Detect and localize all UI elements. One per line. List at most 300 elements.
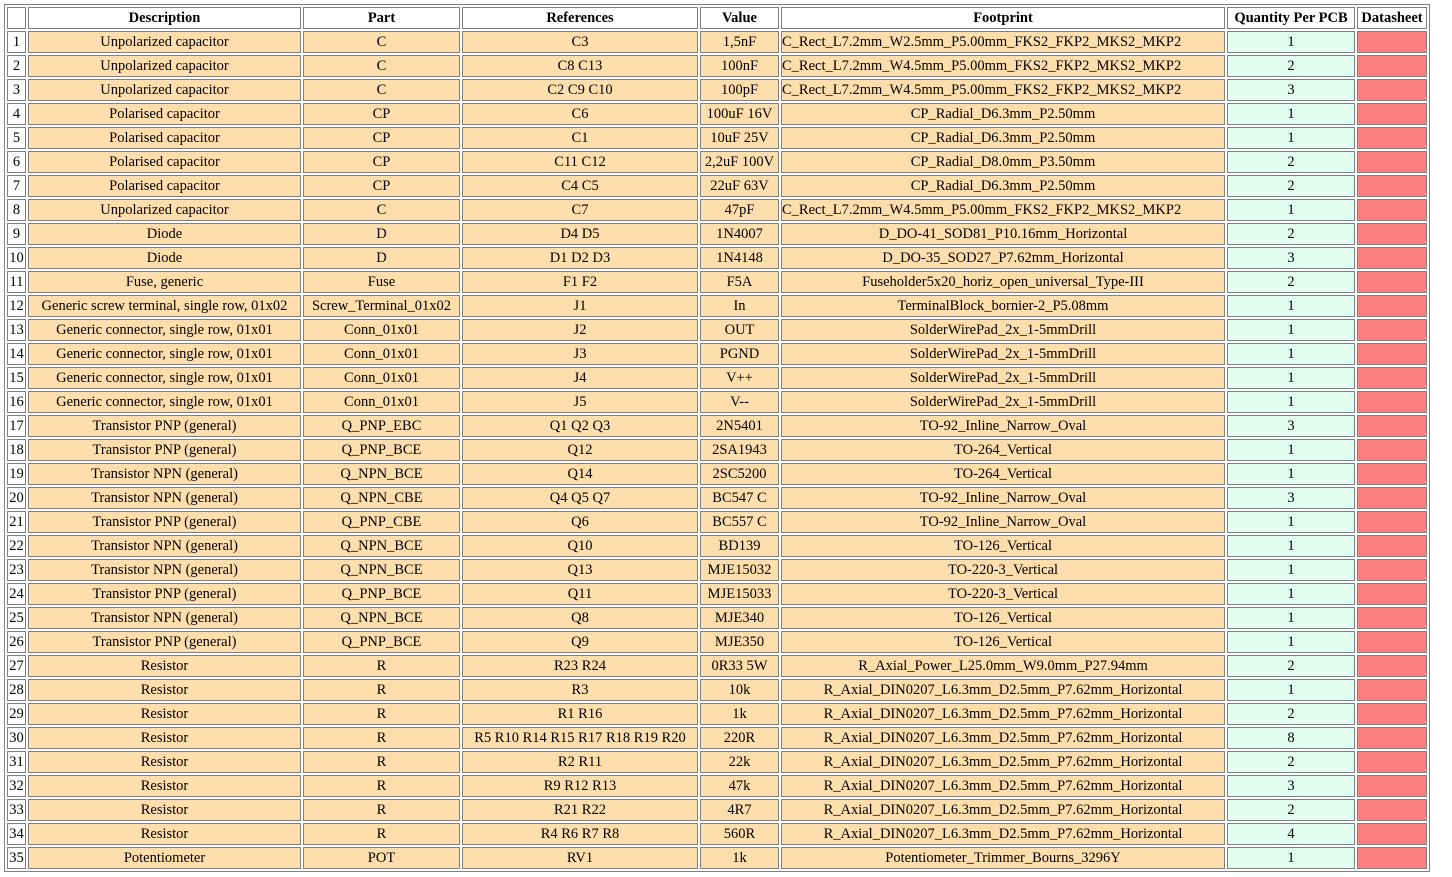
row-index-cell: 26: [7, 631, 26, 653]
table-row: [7, 703, 1427, 725]
description-cell: Transistor PNP (general): [28, 415, 301, 437]
row-index-cell: 24: [7, 583, 26, 605]
references-cell: C7: [462, 199, 698, 221]
references-cell: C6: [462, 103, 698, 125]
part-cell: R: [303, 703, 460, 725]
table-row: [7, 583, 1427, 605]
header-references[interactable]: References: [462, 7, 698, 29]
value-cell: PGND: [700, 343, 779, 365]
datasheet-cell[interactable]: [1357, 31, 1427, 53]
row-index-cell: 12: [7, 295, 26, 317]
table-row: [7, 751, 1427, 773]
row-index-cell: 2: [7, 55, 26, 77]
datasheet-cell[interactable]: [1357, 775, 1427, 797]
row-index-cell: 1: [7, 31, 26, 53]
datasheet-cell[interactable]: [1357, 391, 1427, 413]
table-row: [7, 223, 1427, 245]
value-cell: MJE15033: [700, 583, 779, 605]
part-cell: Conn_01x01: [303, 391, 460, 413]
table-row: [7, 79, 1427, 101]
datasheet-cell[interactable]: [1357, 559, 1427, 581]
table-row: [7, 55, 1427, 77]
value-cell: 2,2uF 100V: [700, 151, 779, 173]
part-cell: R: [303, 679, 460, 701]
datasheet-cell[interactable]: [1357, 607, 1427, 629]
references-cell: Q6: [462, 511, 698, 533]
row-index-cell: 22: [7, 535, 26, 557]
datasheet-cell[interactable]: [1357, 535, 1427, 557]
references-cell: R1 R16: [462, 703, 698, 725]
footprint-cell: CP_Radial_D8.0mm_P3.50mm: [781, 151, 1225, 173]
datasheet-cell[interactable]: [1357, 223, 1427, 245]
quantity-cell: 1: [1227, 199, 1355, 221]
row-index-cell: 27: [7, 655, 26, 677]
references-cell: R21 R22: [462, 799, 698, 821]
description-cell: Resistor: [28, 823, 301, 845]
quantity-cell: 1: [1227, 583, 1355, 605]
footprint-cell: C_Rect_L7.2mm_W4.5mm_P5.00mm_FKS2_FKP2_MKS2_MKP2: [781, 199, 1225, 221]
datasheet-cell[interactable]: [1357, 703, 1427, 725]
footprint-cell: TO-220-3_Vertical: [781, 583, 1225, 605]
description-cell: Resistor: [28, 655, 301, 677]
part-cell: Fuse: [303, 271, 460, 293]
row-index-cell: 6: [7, 151, 26, 173]
datasheet-cell[interactable]: [1357, 487, 1427, 509]
footprint-cell: TerminalBlock_bornier-2_P5.08mm: [781, 295, 1225, 317]
header-quantity[interactable]: Quantity Per PCB: [1227, 7, 1355, 29]
footprint-cell: D_DO-41_SOD81_P10.16mm_Horizontal: [781, 223, 1225, 245]
value-cell: 1k: [700, 703, 779, 725]
quantity-cell: 2: [1227, 799, 1355, 821]
table-row: [7, 415, 1427, 437]
quantity-cell: 2: [1227, 151, 1355, 173]
footprint-cell: SolderWirePad_2x_1-5mmDrill: [781, 319, 1225, 341]
table-row: [7, 151, 1427, 173]
part-cell: Q_NPN_BCE: [303, 463, 460, 485]
datasheet-cell[interactable]: [1357, 55, 1427, 77]
footprint-cell: D_DO-35_SOD27_P7.62mm_Horizontal: [781, 247, 1225, 269]
table-row: [7, 799, 1427, 821]
value-cell: V--: [700, 391, 779, 413]
footprint-cell: Fuseholder5x20_horiz_open_universal_Type-III: [781, 271, 1225, 293]
datasheet-cell[interactable]: [1357, 583, 1427, 605]
header-part[interactable]: Part: [303, 7, 460, 29]
footprint-cell: TO-92_Inline_Narrow_Oval: [781, 511, 1225, 533]
footprint-cell: R_Axial_DIN0207_L6.3mm_D2.5mm_P7.62mm_Horizontal: [781, 679, 1225, 701]
references-cell: Q13: [462, 559, 698, 581]
quantity-cell: 1: [1227, 343, 1355, 365]
table-row: [7, 607, 1427, 629]
table-row: [7, 655, 1427, 677]
table-row: [7, 367, 1427, 389]
value-cell: BD139: [700, 535, 779, 557]
part-cell: D: [303, 223, 460, 245]
value-cell: 10uF 25V: [700, 127, 779, 149]
value-cell: 4R7: [700, 799, 779, 821]
row-index-cell: 19: [7, 463, 26, 485]
description-cell: Generic screw terminal, single row, 01x02: [28, 295, 301, 317]
part-cell: R: [303, 775, 460, 797]
references-cell: C11 C12: [462, 151, 698, 173]
row-index-cell: 4: [7, 103, 26, 125]
description-cell: Resistor: [28, 799, 301, 821]
datasheet-cell[interactable]: [1357, 415, 1427, 437]
value-cell: 47pF: [700, 199, 779, 221]
table-row: [7, 391, 1427, 413]
quantity-cell: 1: [1227, 511, 1355, 533]
row-index-cell: 7: [7, 175, 26, 197]
quantity-cell: 8: [1227, 727, 1355, 749]
quantity-cell: 1: [1227, 295, 1355, 317]
table-row: [7, 823, 1427, 845]
row-index-cell: 18: [7, 439, 26, 461]
datasheet-cell[interactable]: [1357, 823, 1427, 845]
row-index-cell: 15: [7, 367, 26, 389]
quantity-cell: 2: [1227, 223, 1355, 245]
table-row: [7, 343, 1427, 365]
footprint-cell: TO-264_Vertical: [781, 463, 1225, 485]
header-value[interactable]: Value: [700, 7, 779, 29]
part-cell: POT: [303, 847, 460, 869]
quantity-cell: 1: [1227, 847, 1355, 869]
datasheet-cell[interactable]: [1357, 847, 1427, 869]
footprint-cell: TO-92_Inline_Narrow_Oval: [781, 487, 1225, 509]
description-cell: Unpolarized capacitor: [28, 79, 301, 101]
datasheet-cell[interactable]: [1357, 751, 1427, 773]
footprint-cell: C_Rect_L7.2mm_W2.5mm_P5.00mm_FKS2_FKP2_MKS2_MKP2: [781, 31, 1225, 53]
description-cell: Generic connector, single row, 01x01: [28, 343, 301, 365]
datasheet-cell[interactable]: [1357, 463, 1427, 485]
table-row: [7, 175, 1427, 197]
datasheet-cell[interactable]: [1357, 103, 1427, 125]
part-cell: CP: [303, 103, 460, 125]
part-cell: Q_NPN_BCE: [303, 559, 460, 581]
part-cell: C: [303, 199, 460, 221]
datasheet-cell[interactable]: [1357, 799, 1427, 821]
table-row: [7, 103, 1427, 125]
part-cell: R: [303, 727, 460, 749]
references-cell: J1: [462, 295, 698, 317]
references-cell: C2 C9 C10: [462, 79, 698, 101]
footprint-cell: SolderWirePad_2x_1-5mmDrill: [781, 343, 1225, 365]
row-index-cell: 8: [7, 199, 26, 221]
part-cell: Q_NPN_BCE: [303, 607, 460, 629]
row-index-cell: 9: [7, 223, 26, 245]
datasheet-cell[interactable]: [1357, 175, 1427, 197]
description-cell: Generic connector, single row, 01x01: [28, 367, 301, 389]
row-index-cell: 11: [7, 271, 26, 293]
description-cell: Polarised capacitor: [28, 151, 301, 173]
table-row: [7, 559, 1427, 581]
quantity-cell: 1: [1227, 439, 1355, 461]
row-index-cell: 5: [7, 127, 26, 149]
table-row: [7, 679, 1427, 701]
part-cell: CP: [303, 151, 460, 173]
datasheet-cell[interactable]: [1357, 631, 1427, 653]
header-datasheet[interactable]: Datasheet: [1357, 7, 1427, 29]
part-cell: C: [303, 55, 460, 77]
header-row: [7, 7, 1427, 29]
quantity-cell: 1: [1227, 367, 1355, 389]
part-cell: Q_PNP_BCE: [303, 439, 460, 461]
value-cell: 10k: [700, 679, 779, 701]
value-cell: BC547 C: [700, 487, 779, 509]
description-cell: Diode: [28, 247, 301, 269]
datasheet-cell[interactable]: [1357, 343, 1427, 365]
footprint-cell: R_Axial_DIN0207_L6.3mm_D2.5mm_P7.62mm_Horizontal: [781, 751, 1225, 773]
datasheet-cell[interactable]: [1357, 199, 1427, 221]
table-row: [7, 247, 1427, 269]
quantity-cell: 4: [1227, 823, 1355, 845]
value-cell: 1N4007: [700, 223, 779, 245]
footprint-cell: C_Rect_L7.2mm_W4.5mm_P5.00mm_FKS2_FKP2_MKS2_MKP2: [781, 79, 1225, 101]
value-cell: MJE340: [700, 607, 779, 629]
table-row: [7, 271, 1427, 293]
footprint-cell: CP_Radial_D6.3mm_P2.50mm: [781, 127, 1225, 149]
datasheet-cell[interactable]: [1357, 151, 1427, 173]
datasheet-cell[interactable]: [1357, 319, 1427, 341]
table-row: [7, 127, 1427, 149]
datasheet-cell[interactable]: [1357, 727, 1427, 749]
part-cell: CP: [303, 127, 460, 149]
description-cell: Polarised capacitor: [28, 127, 301, 149]
references-cell: J4: [462, 367, 698, 389]
part-cell: Conn_01x01: [303, 343, 460, 365]
description-cell: Transistor NPN (general): [28, 535, 301, 557]
datasheet-cell[interactable]: [1357, 295, 1427, 317]
row-index-cell: 31: [7, 751, 26, 773]
part-cell: Q_PNP_CBE: [303, 511, 460, 533]
footprint-cell: TO-126_Vertical: [781, 535, 1225, 557]
footprint-cell: C_Rect_L7.2mm_W4.5mm_P5.00mm_FKS2_FKP2_MKS2_MKP2: [781, 55, 1225, 77]
references-cell: Q8: [462, 607, 698, 629]
value-cell: OUT: [700, 319, 779, 341]
references-cell: Q4 Q5 Q7: [462, 487, 698, 509]
references-cell: Q9: [462, 631, 698, 653]
row-index-cell: 32: [7, 775, 26, 797]
row-index-cell: 33: [7, 799, 26, 821]
value-cell: 1,5nF: [700, 31, 779, 53]
part-cell: R: [303, 655, 460, 677]
description-cell: Generic connector, single row, 01x01: [28, 391, 301, 413]
references-cell: Q12: [462, 439, 698, 461]
quantity-cell: 3: [1227, 775, 1355, 797]
datasheet-cell[interactable]: [1357, 271, 1427, 293]
table-row: [7, 511, 1427, 533]
references-cell: Q11: [462, 583, 698, 605]
quantity-cell: 2: [1227, 751, 1355, 773]
value-cell: 22k: [700, 751, 779, 773]
references-cell: R2 R11: [462, 751, 698, 773]
footprint-cell: TO-264_Vertical: [781, 439, 1225, 461]
value-cell: 2SA1943: [700, 439, 779, 461]
quantity-cell: 2: [1227, 703, 1355, 725]
references-cell: RV1: [462, 847, 698, 869]
references-cell: Q1 Q2 Q3: [462, 415, 698, 437]
footprint-cell: SolderWirePad_2x_1-5mmDrill: [781, 391, 1225, 413]
part-cell: CP: [303, 175, 460, 197]
references-cell: C1: [462, 127, 698, 149]
description-cell: Unpolarized capacitor: [28, 199, 301, 221]
value-cell: BC557 C: [700, 511, 779, 533]
part-cell: Q_PNP_BCE: [303, 631, 460, 653]
footprint-cell: CP_Radial_D6.3mm_P2.50mm: [781, 103, 1225, 125]
references-cell: D1 D2 D3: [462, 247, 698, 269]
references-cell: Q14: [462, 463, 698, 485]
datasheet-cell[interactable]: [1357, 127, 1427, 149]
row-index-cell: 23: [7, 559, 26, 581]
quantity-cell: 1: [1227, 127, 1355, 149]
part-cell: Conn_01x01: [303, 367, 460, 389]
footprint-cell: CP_Radial_D6.3mm_P2.50mm: [781, 175, 1225, 197]
row-index-cell: 10: [7, 247, 26, 269]
references-cell: D4 D5: [462, 223, 698, 245]
value-cell: 2SC5200: [700, 463, 779, 485]
footprint-cell: R_Axial_DIN0207_L6.3mm_D2.5mm_P7.62mm_Horizontal: [781, 703, 1225, 725]
row-index-cell: 13: [7, 319, 26, 341]
references-cell: C3: [462, 31, 698, 53]
table-row: [7, 775, 1427, 797]
row-index-cell: 14: [7, 343, 26, 365]
table-row: [7, 727, 1427, 749]
value-cell: V++: [700, 367, 779, 389]
footprint-cell: TO-220-3_Vertical: [781, 559, 1225, 581]
datasheet-cell[interactable]: [1357, 367, 1427, 389]
description-cell: Resistor: [28, 679, 301, 701]
description-cell: Diode: [28, 223, 301, 245]
table-row: [7, 487, 1427, 509]
value-cell: 47k: [700, 775, 779, 797]
part-cell: Conn_01x01: [303, 319, 460, 341]
references-cell: Q10: [462, 535, 698, 557]
description-cell: Transistor PNP (general): [28, 439, 301, 461]
description-cell: Resistor: [28, 703, 301, 725]
footprint-cell: TO-126_Vertical: [781, 607, 1225, 629]
part-cell: Q_NPN_CBE: [303, 487, 460, 509]
bom-table: [4, 4, 1430, 872]
references-cell: R3: [462, 679, 698, 701]
references-cell: R4 R6 R7 R8: [462, 823, 698, 845]
table-row: [7, 199, 1427, 221]
value-cell: In: [700, 295, 779, 317]
part-cell: Q_PNP_BCE: [303, 583, 460, 605]
quantity-cell: 1: [1227, 679, 1355, 701]
quantity-cell: 3: [1227, 487, 1355, 509]
quantity-cell: 1: [1227, 391, 1355, 413]
datasheet-cell[interactable]: [1357, 655, 1427, 677]
row-index-cell: 35: [7, 847, 26, 869]
footprint-cell: R_Axial_DIN0207_L6.3mm_D2.5mm_P7.62mm_Horizontal: [781, 727, 1225, 749]
row-index-cell: 28: [7, 679, 26, 701]
part-cell: R: [303, 751, 460, 773]
row-index-cell: 34: [7, 823, 26, 845]
value-cell: 1N4148: [700, 247, 779, 269]
quantity-cell: 2: [1227, 175, 1355, 197]
quantity-cell: 1: [1227, 463, 1355, 485]
value-cell: MJE15032: [700, 559, 779, 581]
references-cell: R9 R12 R13: [462, 775, 698, 797]
description-cell: Transistor NPN (general): [28, 487, 301, 509]
row-index-cell: 3: [7, 79, 26, 101]
quantity-cell: 3: [1227, 79, 1355, 101]
description-cell: Transistor PNP (general): [28, 583, 301, 605]
description-cell: Resistor: [28, 727, 301, 749]
table-row: [7, 31, 1427, 53]
footprint-cell: TO-126_Vertical: [781, 631, 1225, 653]
footprint-cell: Potentiometer_Trimmer_Bourns_3296Y: [781, 847, 1225, 869]
value-cell: 100uF 16V: [700, 103, 779, 125]
quantity-cell: 1: [1227, 103, 1355, 125]
datasheet-cell[interactable]: [1357, 79, 1427, 101]
references-cell: J2: [462, 319, 698, 341]
quantity-cell: 1: [1227, 607, 1355, 629]
quantity-cell: 1: [1227, 31, 1355, 53]
references-cell: F1 F2: [462, 271, 698, 293]
quantity-cell: 1: [1227, 631, 1355, 653]
value-cell: 1k: [700, 847, 779, 869]
references-cell: R23 R24: [462, 655, 698, 677]
description-cell: Resistor: [28, 775, 301, 797]
value-cell: 100nF: [700, 55, 779, 77]
table-row: [7, 535, 1427, 557]
description-cell: Transistor PNP (general): [28, 511, 301, 533]
part-cell: C: [303, 31, 460, 53]
value-cell: 220R: [700, 727, 779, 749]
value-cell: 2N5401: [700, 415, 779, 437]
header-footprint[interactable]: Footprint: [781, 7, 1225, 29]
description-cell: Transistor NPN (general): [28, 559, 301, 581]
value-cell: 22uF 63V: [700, 175, 779, 197]
datasheet-cell[interactable]: [1357, 247, 1427, 269]
value-cell: MJE350: [700, 631, 779, 653]
quantity-cell: 1: [1227, 535, 1355, 557]
value-cell: 0R33 5W: [700, 655, 779, 677]
description-cell: Transistor PNP (general): [28, 631, 301, 653]
part-cell: R: [303, 799, 460, 821]
bom-table-body: [7, 31, 1427, 869]
part-cell: C: [303, 79, 460, 101]
quantity-cell: 1: [1227, 559, 1355, 581]
header-description[interactable]: Description: [28, 7, 301, 29]
table-row: [7, 631, 1427, 653]
datasheet-cell[interactable]: [1357, 511, 1427, 533]
header-index: [7, 7, 26, 29]
table-row: [7, 439, 1427, 461]
part-cell: Q_NPN_BCE: [303, 535, 460, 557]
row-index-cell: 17: [7, 415, 26, 437]
datasheet-cell[interactable]: [1357, 679, 1427, 701]
part-cell: Q_PNP_EBC: [303, 415, 460, 437]
quantity-cell: 2: [1227, 655, 1355, 677]
description-cell: Unpolarized capacitor: [28, 31, 301, 53]
part-cell: Screw_Terminal_01x02: [303, 295, 460, 317]
part-cell: D: [303, 247, 460, 269]
row-index-cell: 20: [7, 487, 26, 509]
description-cell: Unpolarized capacitor: [28, 55, 301, 77]
references-cell: C8 C13: [462, 55, 698, 77]
references-cell: J5: [462, 391, 698, 413]
footprint-cell: R_Axial_DIN0207_L6.3mm_D2.5mm_P7.62mm_Horizontal: [781, 823, 1225, 845]
value-cell: F5A: [700, 271, 779, 293]
table-row: [7, 463, 1427, 485]
value-cell: 100pF: [700, 79, 779, 101]
datasheet-cell[interactable]: [1357, 439, 1427, 461]
part-cell: R: [303, 823, 460, 845]
row-index-cell: 30: [7, 727, 26, 749]
quantity-cell: 3: [1227, 247, 1355, 269]
references-cell: C4 C5: [462, 175, 698, 197]
quantity-cell: 1: [1227, 319, 1355, 341]
